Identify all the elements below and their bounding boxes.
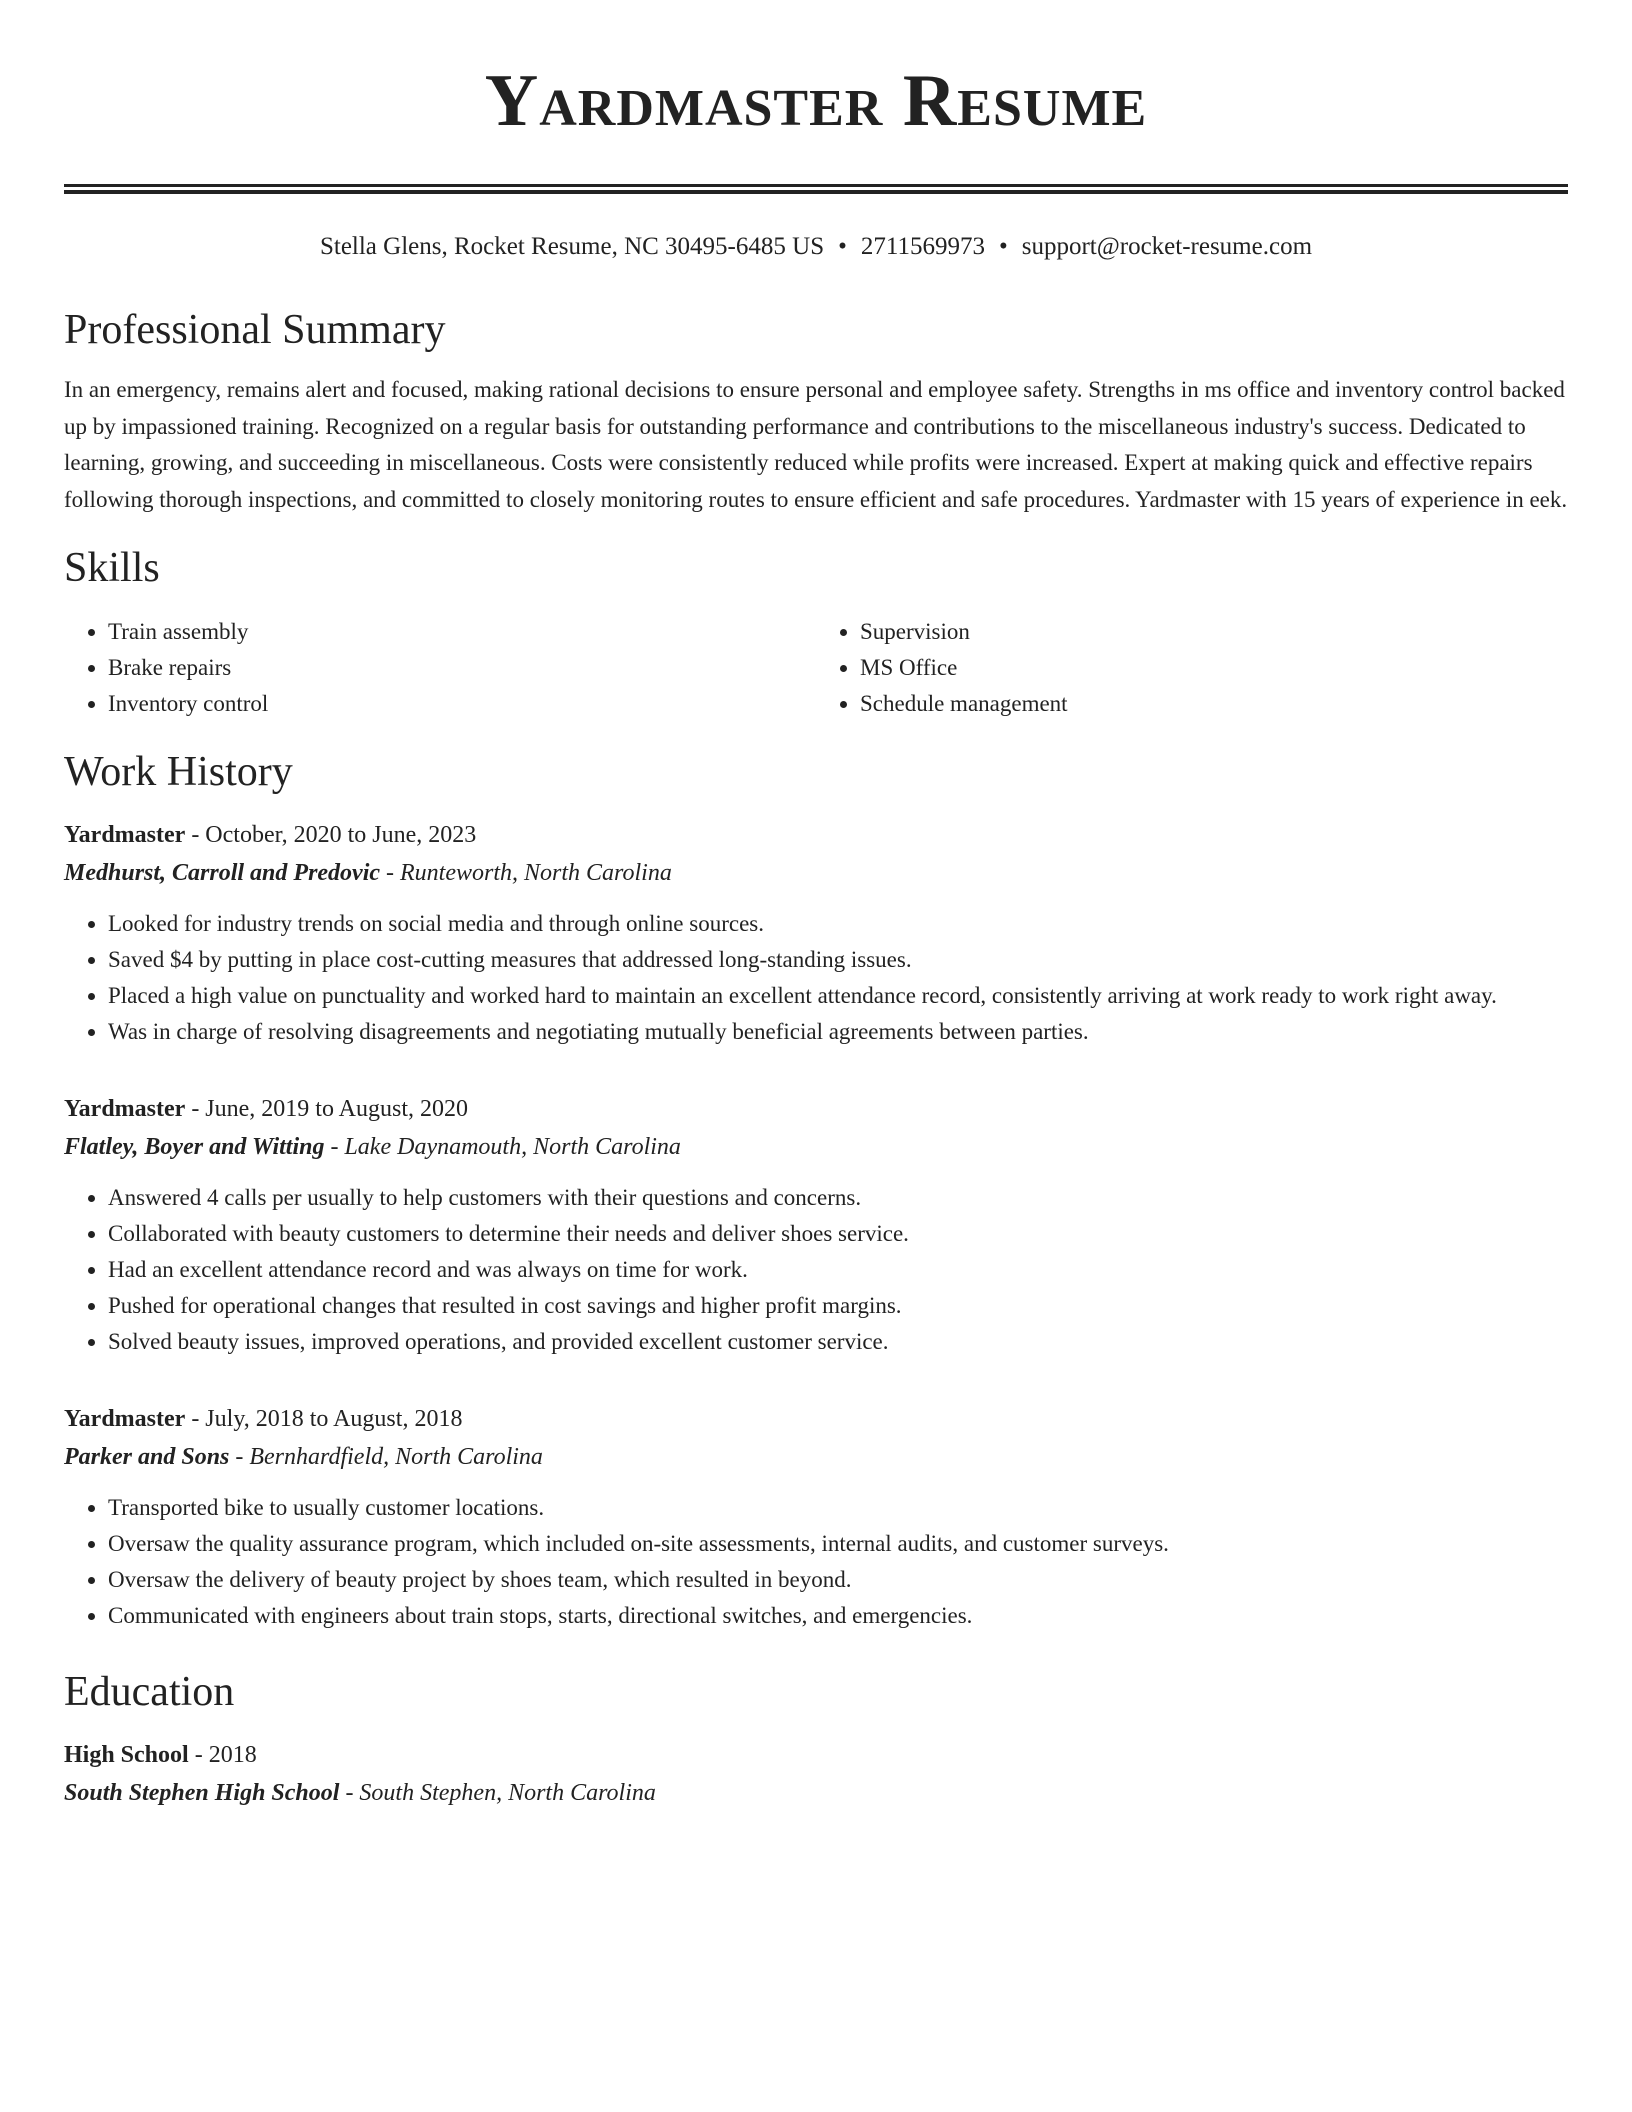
- skill-item: • Brake repairs: [108, 650, 816, 686]
- education-location: - South Stephen, North Carolina: [339, 1780, 656, 1806]
- job-location: - Runteworth, North Carolina: [380, 860, 672, 886]
- education-school: South Stephen High School: [64, 1780, 340, 1806]
- job-bullet: • Had an excellent attendance record and was always on time for work.: [108, 1252, 1568, 1288]
- education-year: - 2018: [188, 1742, 257, 1768]
- job-title: Yardmaster: [64, 1096, 186, 1122]
- job-dates: - July, 2018 to August, 2018: [185, 1406, 463, 1432]
- job-bullets: [64, 1490, 1568, 1634]
- skill-item: • Supervision: [860, 614, 1568, 650]
- job-title: Yardmaster: [64, 1406, 186, 1432]
- education-heading: Education: [64, 1669, 235, 1715]
- job-entry: [64, 1400, 1568, 1634]
- job-bullet: • Was in charge of resolving disagreements and negotiating mutually beneficial agreements between parties.: [108, 1014, 1568, 1050]
- job-company: Medhurst, Carroll and Predovic: [64, 860, 381, 886]
- summary-text: In an emergency, remains alert and focused, making rational decisions to ensure personal and employee safety. Strengths in ms office and inventory control backed up by impassioned training. Recognized on a regular basis for outstanding performance and contributions to the miscellaneous industry's success. Dedicated to learning, growing, and succeeding in miscellaneous. Costs were consistently reduced while profits were increased. Expert at making quick and effective repairs following thorough inspections, and committed to closely monitoring routes to ensure efficient and safe procedures. Yardmaster with 15 years of experience in eek.: [64, 377, 1568, 512]
- job-bullet: • Oversaw the delivery of beauty project by shoes team, which resulted in beyond.: [108, 1562, 1568, 1598]
- title-divider: [64, 184, 1568, 194]
- work-history-heading: Work History: [64, 749, 293, 795]
- job-bullet: • Solved beauty issues, improved operations, and provided excellent customer service.: [108, 1324, 1568, 1360]
- job-bullet: • Collaborated with beauty customers to determine their needs and deliver shoes service.: [108, 1216, 1568, 1252]
- skill-item: • MS Office: [860, 650, 1568, 686]
- contact-address: Stella Glens, Rocket Resume, NC 30495-6485 US: [319, 233, 825, 260]
- skills-column-right: [816, 614, 1568, 722]
- job-title-line: [64, 1090, 1568, 1128]
- job-bullet: • Oversaw the quality assurance program, which included on-site assessments, internal audits, and customer surveys.: [108, 1526, 1568, 1562]
- job-company-line: [64, 1128, 1568, 1166]
- job-bullet: • Placed a high value on punctuality and worked hard to maintain an excellent attendance record, consistently arriving at work ready to work right away.: [108, 978, 1568, 1014]
- job-title: Yardmaster: [64, 822, 186, 848]
- resume-title: Yardmaster Resume: [484, 60, 1148, 142]
- job-bullet: • Answered 4 calls per usually to help customers with their questions and concerns.: [108, 1180, 1568, 1216]
- job-company-line: [64, 854, 1568, 892]
- skill-item: • Inventory control: [108, 686, 816, 722]
- job-dates: - June, 2019 to August, 2020: [185, 1096, 468, 1122]
- skill-item: • Train assembly: [108, 614, 816, 650]
- job-company-line: [64, 1438, 1568, 1476]
- job-title-line: [64, 1400, 1568, 1438]
- job-bullet: • Communicated with engineers about train stops, starts, directional switches, and emergencies.: [108, 1598, 1568, 1634]
- job-title-line: [64, 816, 1568, 854]
- skill-item: • Schedule management: [860, 686, 1568, 722]
- job-bullets: [64, 1180, 1568, 1360]
- job-bullet: • Transported bike to usually customer locations.: [108, 1490, 1568, 1526]
- summary-heading: Professional Summary: [64, 307, 446, 353]
- job-location: - Bernhardfield, North Carolina: [229, 1444, 543, 1470]
- contact-separator: •: [998, 233, 1008, 260]
- skills-heading: Skills: [64, 545, 160, 591]
- job-company: Parker and Sons: [64, 1444, 230, 1470]
- contact-line: [64, 230, 1568, 264]
- job-entry: [64, 1090, 1568, 1360]
- contact-separator: •: [838, 233, 847, 260]
- skills-list: [64, 614, 1568, 722]
- education-school-line: [64, 1774, 1568, 1812]
- education-degree: High School: [64, 1742, 189, 1768]
- contact-phone: 2711569973: [860, 233, 985, 260]
- job-bullet: • Pushed for operational changes that resulted in cost savings and higher profit margins.: [108, 1288, 1568, 1324]
- job-bullets: [64, 906, 1568, 1050]
- education-degree-line: [64, 1736, 1568, 1774]
- contact-email: support@rocket-resume.com: [1021, 233, 1313, 260]
- skills-column-left: [64, 614, 816, 722]
- job-bullet: • Saved $4 by putting in place cost-cutting measures that addressed long-standing issues.: [108, 942, 1568, 978]
- job-bullet: • Looked for industry trends on social media and through online sources.: [108, 906, 1568, 942]
- education-entry: [64, 1736, 1568, 1812]
- job-dates: - October, 2020 to June, 2023: [185, 822, 477, 848]
- job-company: Flatley, Boyer and Witting: [64, 1134, 325, 1160]
- job-entry: [64, 816, 1568, 1050]
- job-location: - Lake Daynamouth, North Carolina: [324, 1134, 681, 1160]
